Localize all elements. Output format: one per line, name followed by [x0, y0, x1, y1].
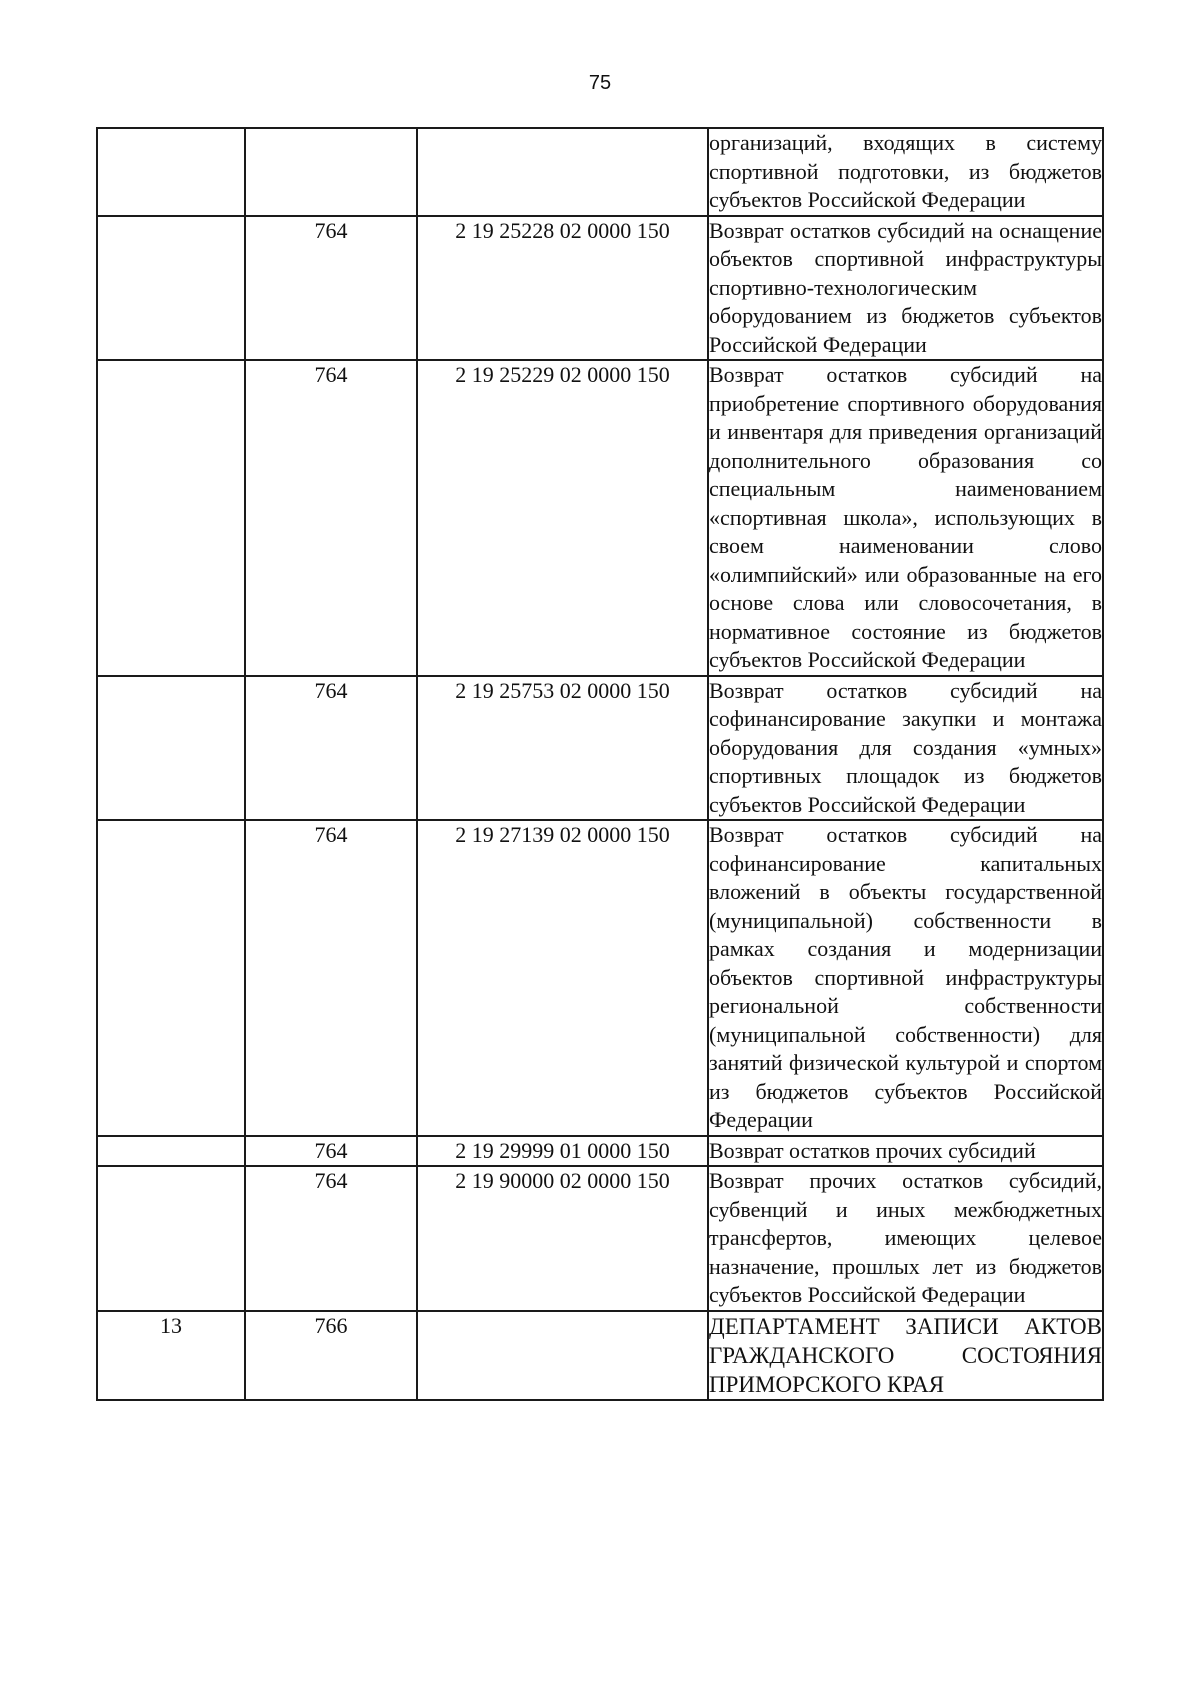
- table-row: [97, 676, 1103, 821]
- revenue-name-cell: Возврат остатков субсидий на софинансирование капитальных вложений в объекты государственной (муниципальной) собственности в рамках создания и модернизации объектов спортивной инфраструктуры региональной собственности (муниципальной собственности) для занятий физической культурой и спортом из бюджетов субъектов Российской Федерации: [708, 820, 1103, 1136]
- table-row: [97, 820, 1103, 1136]
- revenue-name-cell: Возврат остатков прочих субсидий: [708, 1136, 1103, 1167]
- budget-classification-table: [96, 127, 1104, 1401]
- administrator-code-cell: 764: [245, 820, 417, 1136]
- department-name-cell: ДЕПАРТАМЕНТ ЗАПИСИ АКТОВ ГРАЖДАНСКОГО СОСТОЯНИЯ ПРИМОРСКОГО КРАЯ: [708, 1311, 1103, 1400]
- administrator-code-cell: 764: [245, 676, 417, 821]
- revenue-code-cell: 2 19 29999 01 0000 150: [417, 1136, 708, 1167]
- table-row: [97, 216, 1103, 361]
- row-number-cell: [97, 820, 245, 1136]
- revenue-code-cell: [417, 1311, 708, 1400]
- table-row: [97, 1311, 1103, 1400]
- administrator-code-cell: 764: [245, 1166, 417, 1311]
- revenue-name-cell: Возврат прочих остатков субсидий, субвенций и иных межбюджетных трансфертов, имеющих целевое назначение, прошлых лет из бюджетов субъектов Российской Федерации: [708, 1166, 1103, 1311]
- row-number-cell: [97, 1136, 245, 1167]
- table-row: [97, 1136, 1103, 1167]
- administrator-code-cell: 764: [245, 360, 417, 676]
- administrator-code-cell: 764: [245, 1136, 417, 1167]
- administrator-code-cell: 766: [245, 1311, 417, 1400]
- revenue-code-cell: 2 19 25229 02 0000 150: [417, 360, 708, 676]
- row-number-cell: [97, 1166, 245, 1311]
- row-number-cell: [97, 676, 245, 821]
- revenue-code-cell: 2 19 27139 02 0000 150: [417, 820, 708, 1136]
- revenue-code-cell: 2 19 25753 02 0000 150: [417, 676, 708, 821]
- administrator-code-cell: [245, 128, 417, 216]
- table-row: [97, 128, 1103, 216]
- row-number-cell: [97, 128, 245, 216]
- administrator-code-cell: 764: [245, 216, 417, 361]
- revenue-name-cell: Возврат остатков субсидий на софинансирование закупки и монтажа оборудования для создания «умных» спортивных площадок из бюджетов субъектов Российской Федерации: [708, 676, 1103, 821]
- table-row: [97, 360, 1103, 676]
- revenue-name-cell: Возврат остатков субсидий на оснащение объектов спортивной инфраструктуры спортивно-технологическим оборудованием из бюджетов субъектов Российской Федерации: [708, 216, 1103, 361]
- row-number-cell: [97, 360, 245, 676]
- page-number: 75: [588, 72, 612, 94]
- revenue-code-cell: 2 19 90000 02 0000 150: [417, 1166, 708, 1311]
- revenue-code-cell: [417, 128, 708, 216]
- table-row: [97, 1166, 1103, 1311]
- revenue-name-cell: организаций, входящих в систему спортивной подготовки, из бюджетов субъектов Российской Федерации: [708, 128, 1103, 216]
- revenue-code-cell: 2 19 25228 02 0000 150: [417, 216, 708, 361]
- row-number-cell: 13: [97, 1311, 245, 1400]
- revenue-name-cell: Возврат остатков субсидий на приобретение спортивного оборудования и инвентаря для приведения организаций дополнительного образования со специальным наименованием «спортивная школа», использующих в своем наименовании слово «олимпийский» или образованные на его основе слова или словосочетания, в нормативное состояние из бюджетов субъектов Российской Федерации: [708, 360, 1103, 676]
- row-number-cell: [97, 216, 245, 361]
